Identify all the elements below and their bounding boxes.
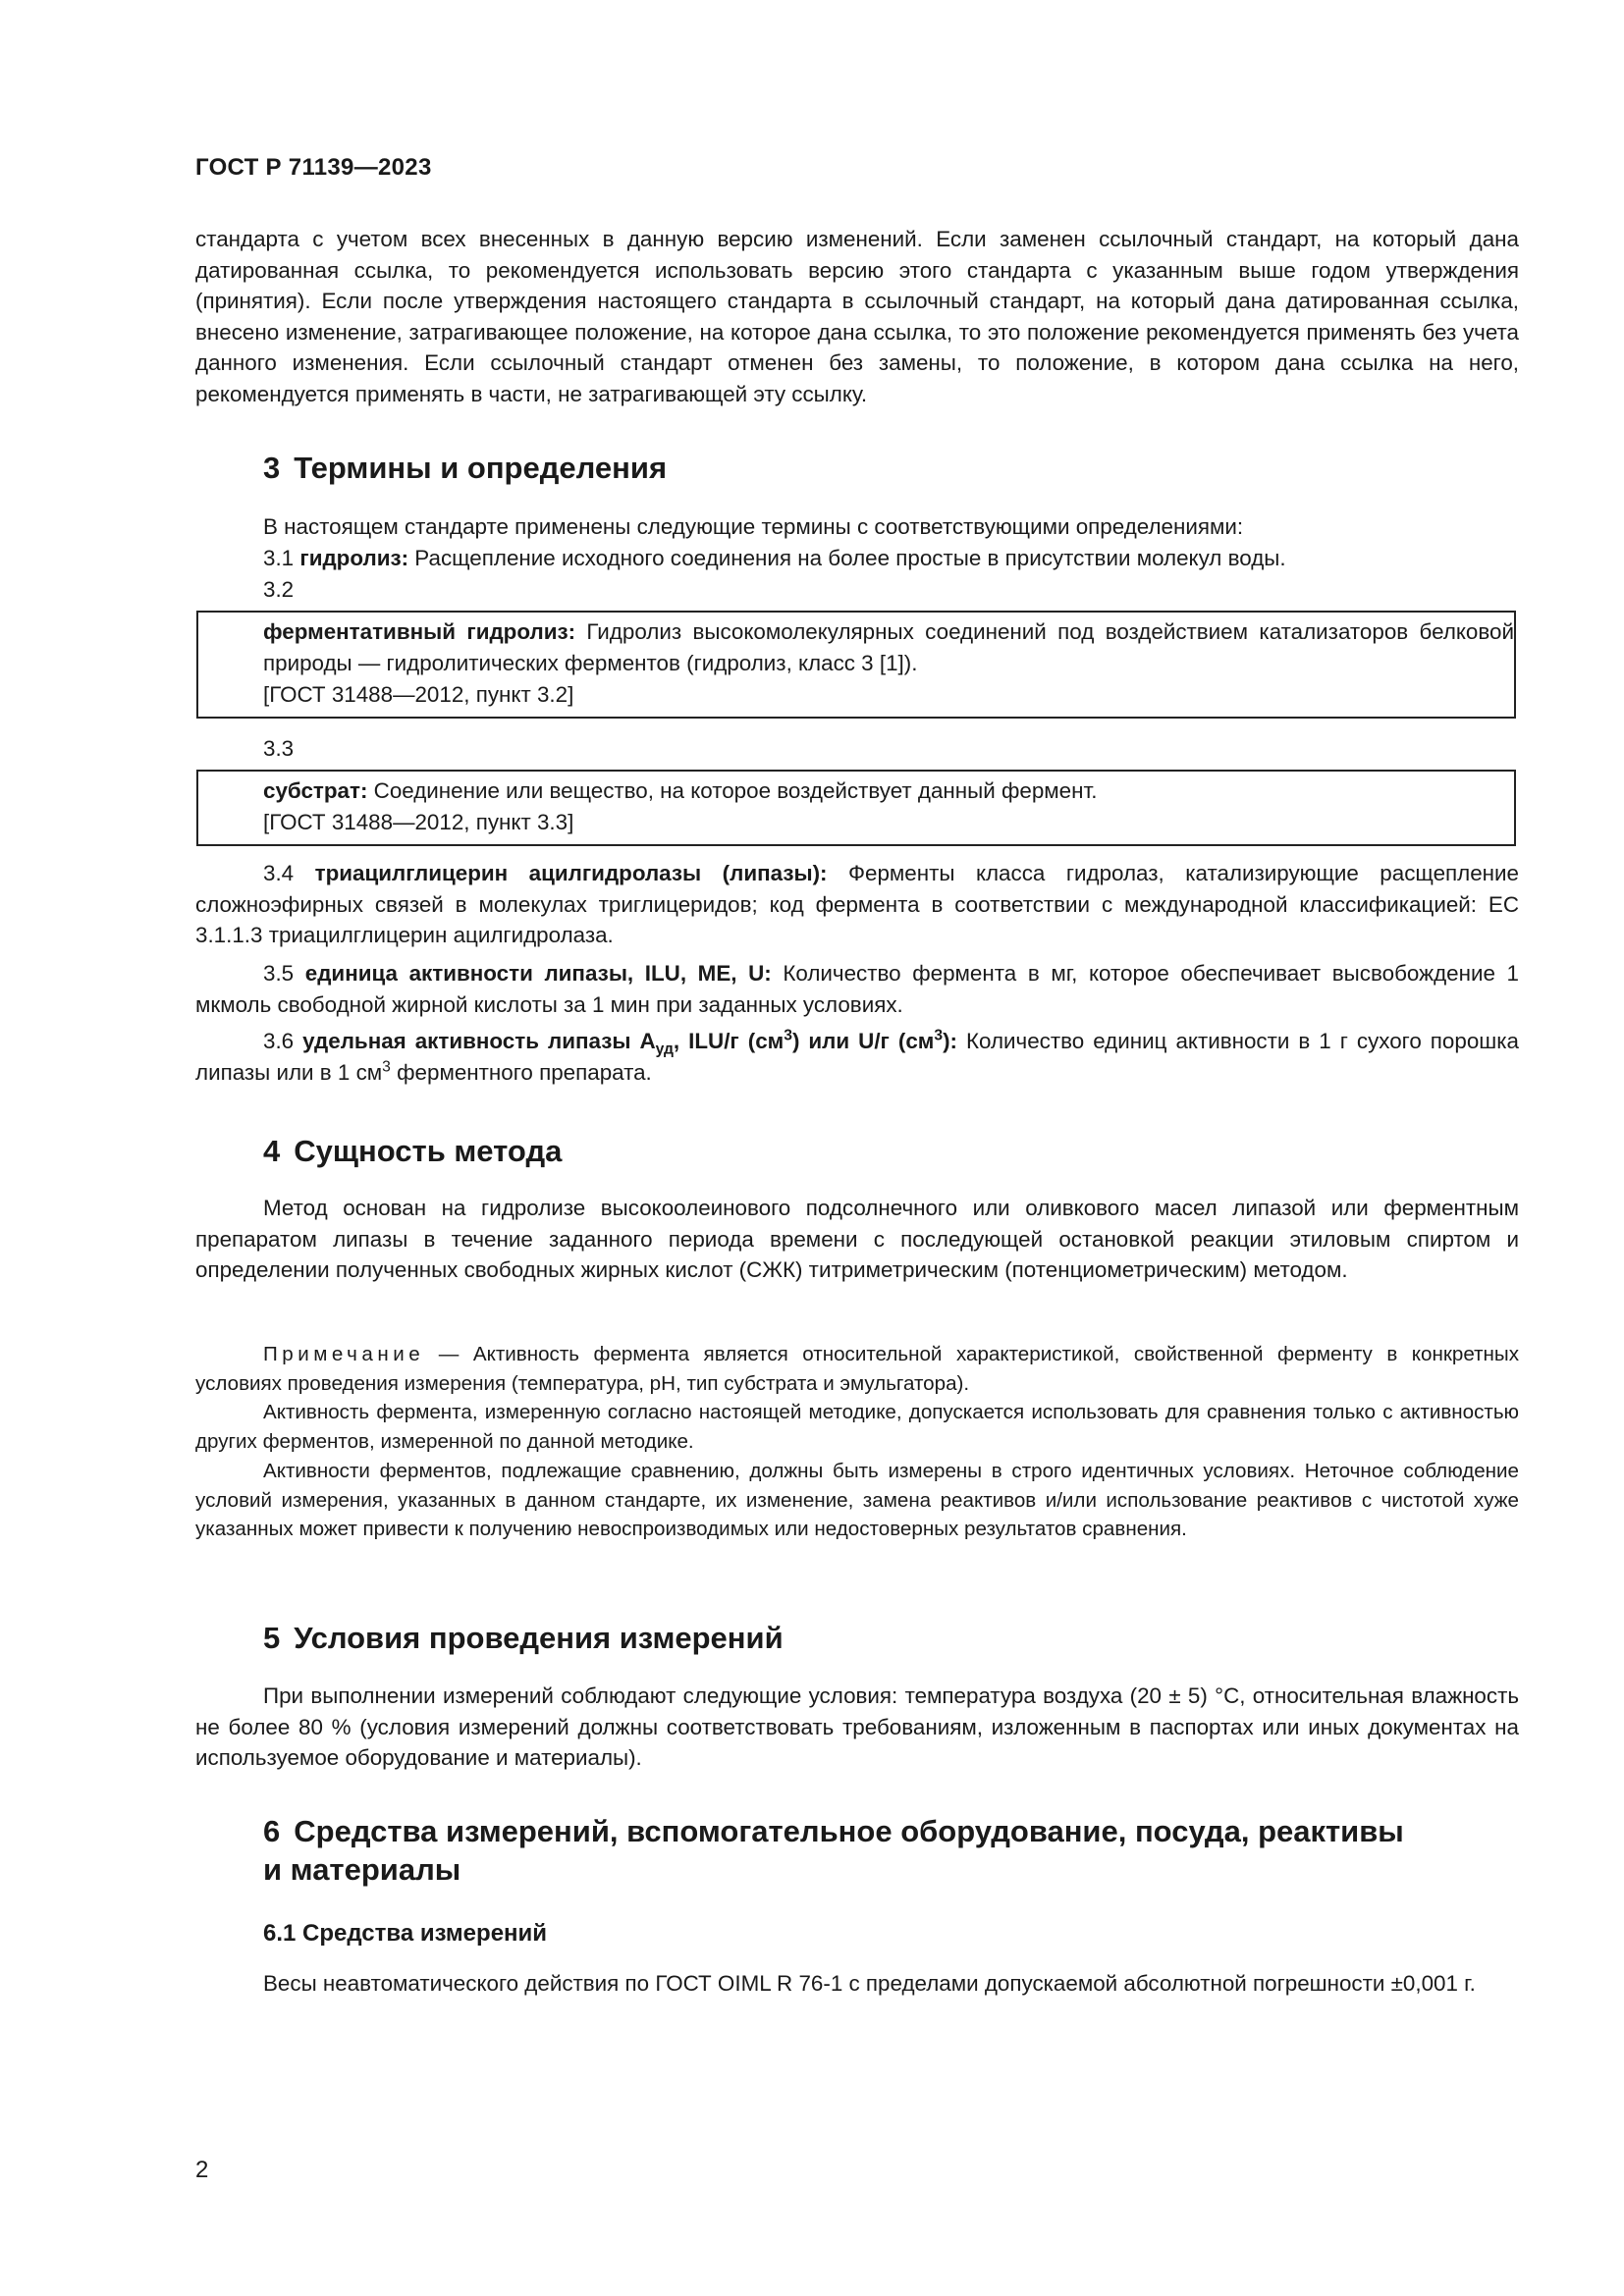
section-5-body: При выполнении измерений соблюдают следующие условия: температура воздуха (20 ± 5) °С, относительная влажность не более 80 % (условия измерений должны соответствовать требованиям, изложенным в паспортах или иных документах на используемое оборудование и материалы). [195,1683,1519,1770]
section-4-body: Метод основан на гидролизе высокоолеинового подсолнечного или оливкового масел липазой или ферментным препаратом липазы в течение заданного периода времени с последующей остановкой реакции этиловым спиртом и определении полученных свободных жирных кислот (СЖК) титриметрическим (потенциометрическим) методом. [195,1196,1519,1282]
section-6-heading-line2: и материалы [263,1852,461,1887]
section-number: 3 [263,451,281,485]
section-title: Условия проведения измерений [294,1621,784,1655]
section-number: 4 [263,1134,281,1168]
term-3-3-text [263,775,1098,807]
note-label: Примечание [263,1343,425,1365]
term-number: 3.4 [263,861,295,885]
term-definition: Расщепление исходного соединения на более простые в присутствии молекул воды. [414,546,1286,570]
section-number: 5 [263,1621,281,1655]
section-title: Термины и определения [294,451,668,485]
term-name: субстрат: [263,778,368,803]
term-name: гидролиз: [299,546,409,570]
term-number: 3.6 [263,1029,295,1053]
term-definition: Количество фермента в мг, которое обеспечивает высвобождение 1 мкмоль свободной жирной кислоты за 1 мин при заданных условиях. [195,961,1519,1017]
term-3-3-number: 3.3 [263,736,295,761]
term-name: ферментативный гидролиз: [263,619,576,644]
running-header: ГОСТ Р 71139—2023 [195,154,432,181]
term-source: [ГОСТ 31488—2012, пункт 3.3] [263,810,574,834]
term-definition: Соединение или вещество, на которое воздействует данный фермент. [373,778,1098,803]
term-name: триацилглицерин ацилгидролазы (липазы): [314,861,828,885]
note-paragraph-1: Примечание — Активность фермента является относительной характеристикой, свойственной ферменту в конкретных условиях проведения измерения (температура, pH, тип субстрата и эмульгатора). [195,1343,1519,1395]
term-3-1 [263,543,1286,574]
term-3-4 [195,858,1519,951]
section-5-heading [263,1620,784,1657]
page-number: 2 [195,2157,209,2183]
subsection-6-1-heading: 6.1 Средства измерений [263,1920,548,1947]
term-number: 3.1 [263,546,295,570]
section-3-lead: В настоящем стандарте применены следующие термины с соответствующими определениями: [263,514,1244,539]
term-3-2-text [263,616,1514,678]
term-3-2-number: 3.2 [263,577,295,602]
section-3-heading [263,450,667,487]
intro-paragraph: стандарта с учетом всех внесенных в данную версию изменений. Если заменен ссылочный стандарт, на который дана датированная ссылка, то рекомендуется использовать версию этого стандарта с указанным выше годом утверждения (принятия). Если после утверждения настоящего стандарта в ссылочный стандарт, на который дана датированная ссылка, внесено изменение, затрагивающее положение, на которое дана ссылка, то это положение рекомендуется применять без учета данного изменения. Если ссылочный стандарт отменен без замены, то положение, в котором дана ссылка на него, рекомендуется применять в части, не затрагивающей эту ссылку. [195,227,1519,406]
term-definition: Количество единиц активности в 1 г сухого порошка липазы или в 1 $см^3$ ферментного препарата. [195,1029,1519,1085]
section-6-heading [263,1813,1404,1850]
term-name: удельная активность липазы $A_{уд}$, ILU/г $(см^3)$ или U/г $(см^3)$: [302,1027,957,1058]
note-paragraph-2: Активность фермента, измеренную согласно настоящей методике, допускается использовать для сравнения только с активностью других ферментов, измеренной по данной методике. [195,1401,1519,1453]
term-3-5 [195,958,1519,1020]
term-source: [ГОСТ 31488—2012, пункт 3.2] [263,682,574,707]
note-paragraph-3: Активности ферментов, подлежащие сравнению, должны быть измерены в строго идентичных условиях. Неточное соблюдение условий измерения, указанных в данном стандарте, их изменение, замена реактивов и/или использование реактивов с чистотой хуже указанных может привести к получению невоспроизводимых или недостоверных результатов сравнения. [195,1460,1519,1540]
term-definition: Гидролиз высокомолекулярных соединений под воздействием катализаторов белковой природы — гидролитических ферментов (гидролиз, класс 3 [1]). [263,619,1514,675]
term-number: 3.5 [263,961,295,986]
section-title: Сущность метода [294,1134,563,1168]
term-3-2-box [196,611,1516,719]
term-3-3-box [196,770,1516,846]
term-name: единица активности липазы, ILU, МЕ, U: [304,961,772,986]
term-3-6 [195,1026,1519,1088]
section-4-heading [263,1133,562,1170]
subsection-6-1-body: Весы неавтоматического действия по ГОСТ OIML R 76-1 с пределами допускаемой абсолютной погрешности ±0,001 г. [263,1971,1476,1996]
section-number: 6 [263,1814,281,1848]
section-title: Средства измерений, вспомогательное оборудование, посуда, реактивы [294,1814,1404,1848]
term-definition: Ферменты класса гидролаз, катализирующие расщепление сложноэфирных связей в молекулах триглицеридов; код фермента в соответствии с международной классификацией: ЕС 3.1.1.3 триацилглицерин ацилгидролаза. [195,861,1519,947]
